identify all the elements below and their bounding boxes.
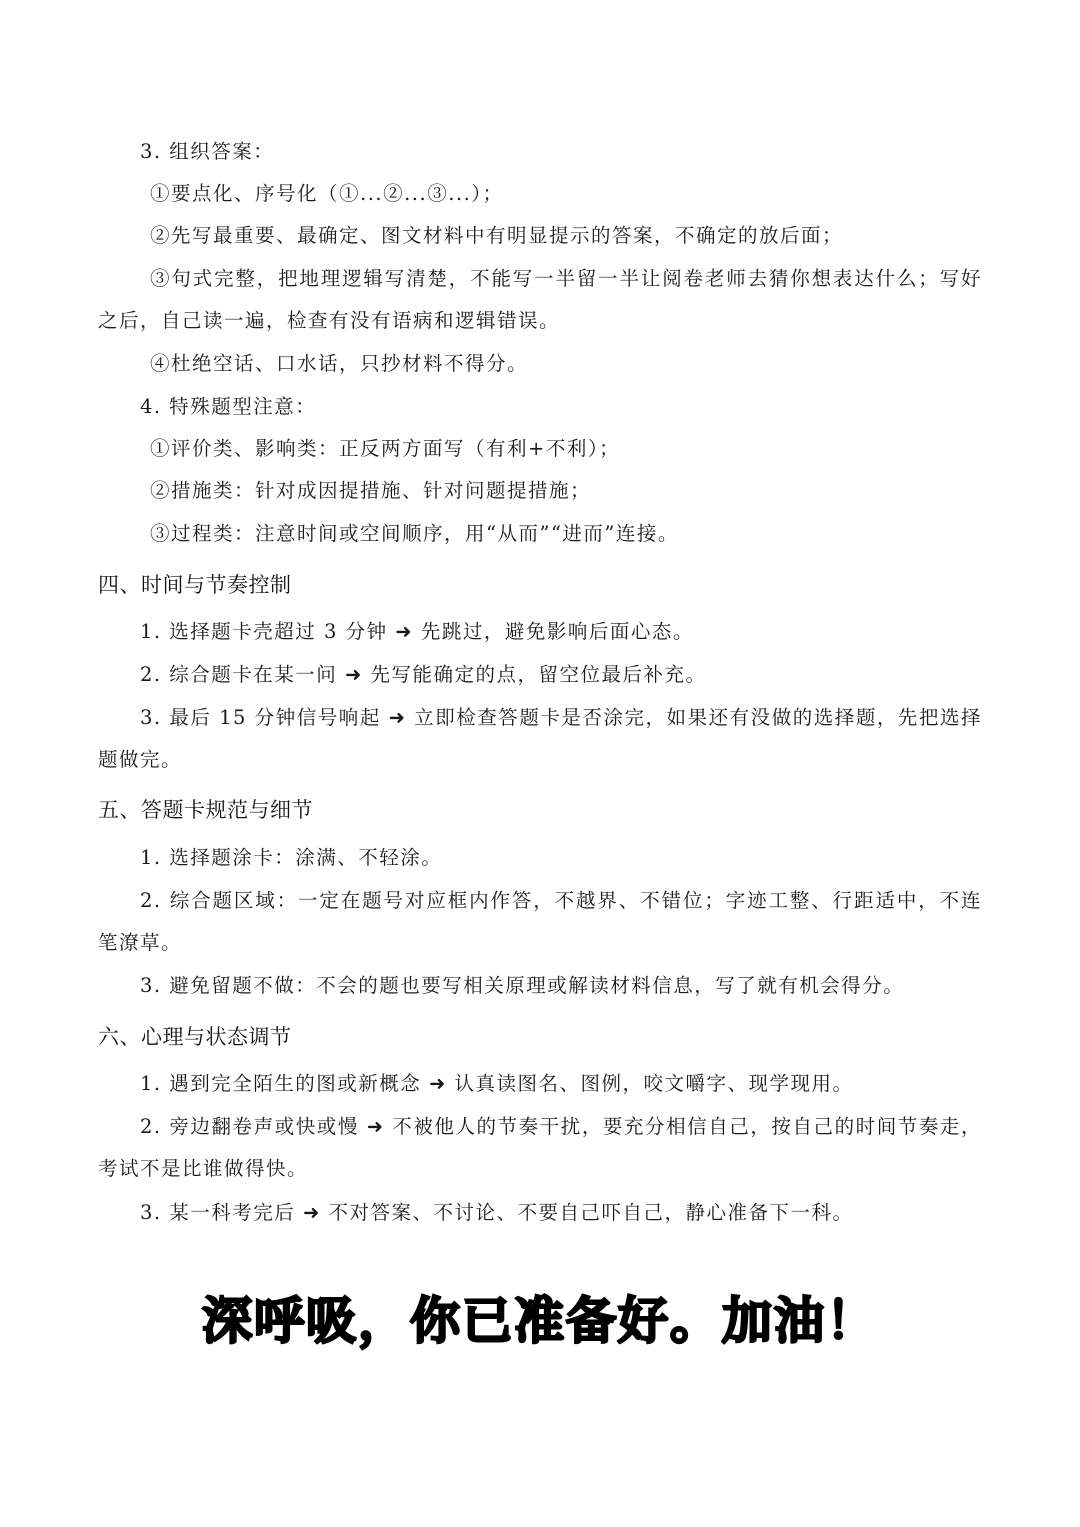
section-heading-answer-sheet: 五、答题卡规范与细节 (98, 798, 313, 822)
time-item-3: 3. 最后 15 分钟信号响起 ➜ 立即检查答题卡是否涂完，如果还有没做的选择题，先把选择题做完。 (98, 706, 982, 771)
item-3-point-1: ①要点化、序号化（①...②...③...）； (150, 182, 504, 205)
item-4-point-1: ①评价类、影响类：正反两方面写（有利+不利）； (150, 437, 621, 460)
item-3-point-4: ④杜绝空话、口水话，只抄材料不得分。 (150, 352, 529, 375)
section-heading-time: 四、时间与节奏控制 (98, 573, 292, 597)
sheet-item-3: 3. 避免留题不做：不会的题也要写相关原理或解读材料信息，写了就有机会得分。 (140, 974, 905, 997)
time-item-2: 2. 综合题卡在某一问 ➜ 先写能确定的点，留空位最后补充。 (140, 663, 707, 686)
item-3-point-2: ②先写最重要、最确定、图文材料中有明显提示的答案，不确定的放后面； (150, 224, 844, 247)
item-4-point-2: ②措施类：针对成因提措施、针对问题提措施； (150, 479, 592, 502)
sheet-item-1: 1. 选择题涂卡：涂满、不轻涂。 (140, 846, 443, 869)
time-item-1: 1. 选择题卡壳超过 3 分钟 ➜ 先跳过，避免影响后面心态。 (140, 620, 694, 643)
item-4-special-types: 4. 特殊题型注意： (140, 395, 317, 418)
closing-slogan: 深呼吸，你已准备好。加油！ (202, 1292, 878, 1350)
item-4-point-3: ③过程类：注意时间或空间顺序，用“从而”“进而”连接。 (150, 522, 679, 545)
item-3-point-3: ③句式完整，把地理逻辑写清楚，不能写一半留一半让阅卷老师去猜你想表达什么；写好之后，自己读一遍，检查有没有语病和逻辑错误。 (98, 267, 982, 332)
mind-item-1: 1. 遇到完全陌生的图或新概念 ➜ 认真读图名、图例，咬文嚼字、现学现用。 (140, 1072, 854, 1095)
sheet-item-2: 2. 综合题区域：一定在题号对应框内作答，不越界、不错位；字迹工整、行距适中，不连笔潦草。 (98, 889, 982, 954)
mind-item-3: 3. 某一科考完后 ➜ 不对答案、不讨论、不要自己吓自己，静心准备下一科。 (140, 1201, 854, 1224)
mind-item-2: 2. 旁边翻卷声或快或慢 ➜ 不被他人的节奏干扰，要充分相信自己，按自己的时间节奏走，考试不是比谁做得快。 (98, 1115, 982, 1180)
section-heading-mindset: 六、心理与状态调节 (98, 1025, 292, 1049)
item-3-organize-answer: 3. 组织答案： (140, 140, 275, 163)
